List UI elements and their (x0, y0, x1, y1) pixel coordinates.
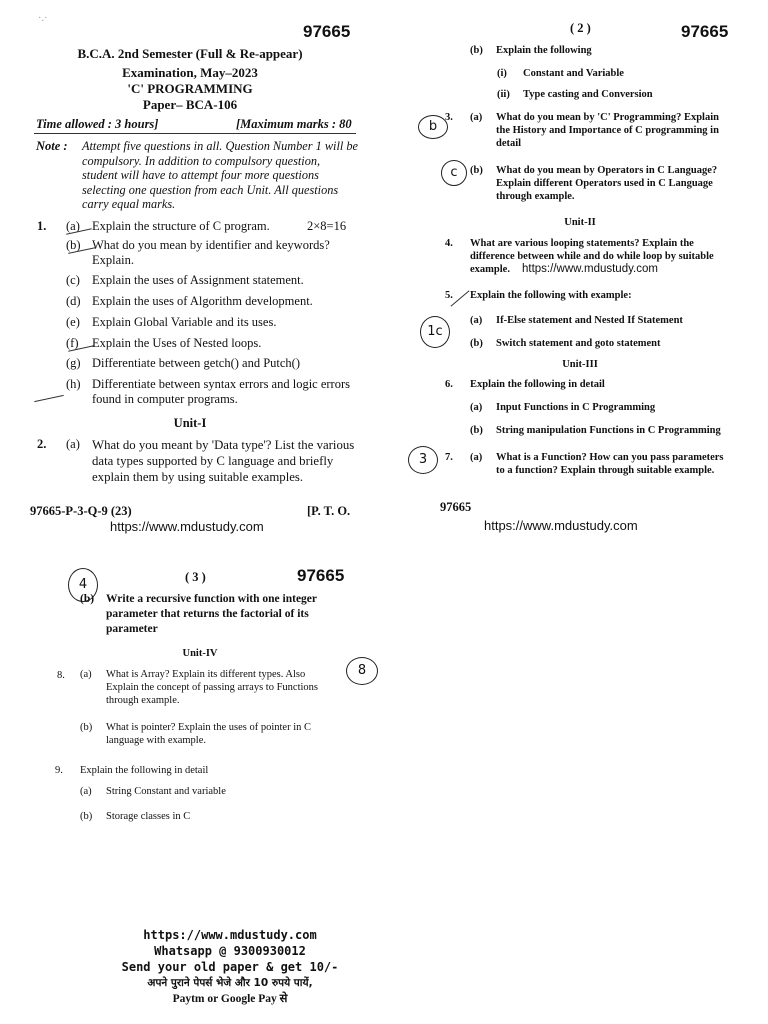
q1-c-text: Explain the uses of Assignment statement. (92, 273, 304, 287)
q1-b-text: What do you mean by identifier and keywords? Explain. (92, 238, 330, 267)
q6-b-label: (b) (470, 425, 483, 436)
q2-b-i (497, 67, 747, 80)
q7-a-label: (a) (470, 452, 483, 463)
q2-b-i-text: Constant and Variable (523, 68, 624, 79)
q7-a (470, 451, 725, 477)
q2-b-text: Explain the following (496, 45, 592, 56)
promo-url[interactable]: https://www.mdustudy.com (143, 928, 317, 942)
q1-f-text: Explain the Uses of Nested loops. (92, 336, 262, 350)
page-3-label: ( 3 ) (185, 570, 206, 584)
paper-code: 97665 (303, 22, 351, 41)
q1-item (66, 219, 356, 234)
q2-b-label: (b) (470, 45, 483, 56)
course-title: B.C.A. 2nd Semester (Full & Re-appear) (77, 46, 303, 61)
q1-e-text: Explain Global Variable and its uses. (92, 315, 277, 329)
header-rule (34, 133, 356, 134)
q8-a-text: What is Array? Explain its different types. Also Explain the concept of passing arrays to Functions through example. (106, 669, 318, 706)
footer-code: 97665-P-3-Q-9 (23) (30, 504, 132, 518)
q6-number: 6. (445, 379, 453, 390)
q9-b-text: Storage classes in C (106, 811, 191, 822)
exam-title: Examination, May–2023 (122, 65, 258, 80)
q9-a-text: String Constant and variable (106, 786, 226, 797)
q2-a-text: What do you meant by 'Data type'? List the various data types supported by C language and briefly explain them by using suitable examples. (92, 438, 355, 484)
corner-mark: ·.· (38, 13, 48, 24)
q5-a-text: If-Else statement and Nested If Statement (496, 315, 683, 326)
q9-a-label: (a) (80, 786, 92, 797)
q1-c-label: (c) (66, 273, 80, 287)
q8-number: 8. (57, 670, 65, 681)
q3-number: 3. (445, 112, 453, 123)
q3-b (470, 164, 725, 203)
handwritten-circle: 8 (346, 657, 378, 685)
q8-b (80, 721, 340, 747)
paper-title: Paper– BCA-106 (142, 97, 238, 112)
q1-item (66, 315, 356, 330)
maximum-marks: [Maximum marks : 80 (236, 117, 352, 131)
footer-url[interactable]: https://www.mdustudy.com (110, 519, 264, 534)
q1-a-text: Explain the structure of C program. (92, 219, 270, 233)
pto: [P. T. O. (307, 504, 351, 518)
paper-code: 97665 (297, 566, 345, 585)
q6-b (470, 424, 730, 437)
handwritten-circle: c (441, 160, 467, 186)
handwritten-circle: 1c (420, 316, 450, 348)
q1-item (66, 273, 356, 288)
handwritten-circle: 3 (408, 446, 438, 474)
unit-1-heading: Unit-I (173, 416, 207, 430)
q1-d-text: Explain the uses of Algorithm development. (92, 294, 313, 308)
q1-h-label: (h) (66, 377, 81, 391)
q1-g-label: (g) (66, 356, 81, 370)
q2-b-ii (497, 88, 747, 101)
q5-b-label: (b) (470, 338, 483, 349)
q7-b-text: Write a recursive function with one integer parameter that returns the factorial of its parameter (106, 593, 317, 635)
q4-text: What are various looping statements? Explain the difference between while and do while loop by suitable example. (470, 238, 714, 275)
unit-4-heading: Unit-IV (182, 648, 218, 659)
q1-a-label: (a) (66, 219, 80, 233)
q1-f-label: (f) (66, 336, 79, 350)
q3-a-text: What do you mean by 'C' Programming? Explain the History and Importance of C programming in detail (496, 112, 719, 149)
q5-number: 5. (445, 290, 453, 301)
q1-marks: 2×8=16 (307, 219, 347, 233)
promo-payment: Paytm or Google Pay से (172, 993, 288, 1005)
page-2-label: ( 2 ) (570, 21, 591, 35)
q5-text: Explain the following with example: (470, 290, 632, 301)
q5-b-text: Switch statement and goto statement (496, 338, 661, 349)
q2-number: 2. (37, 437, 47, 451)
note-text: Attempt five questions in all. Question Number 1 will be compulsory. In addition to compulsory question, student will have to attempt four more questions selecting one question from each Unit. All questions carry equal marks. (82, 139, 358, 212)
handwritten-circle: 4 (68, 568, 98, 602)
q6-b-text: String manipulation Functions in C Programming (496, 425, 721, 436)
note-label: Note : (36, 139, 68, 153)
q3-b-label: (b) (470, 165, 483, 176)
q1-d-label: (d) (66, 294, 81, 308)
q2-a (66, 437, 356, 485)
unit-2-heading: Unit-II (564, 217, 596, 228)
q9-b (80, 810, 330, 823)
q1-item (66, 294, 356, 309)
page-3 (0, 555, 370, 845)
q9-b-label: (b) (80, 811, 93, 822)
q5-b (470, 337, 730, 350)
q1-item (66, 238, 356, 268)
inline-url[interactable]: https://www.mdustudy.com (522, 263, 658, 275)
q6-text: Explain the following in detail (470, 379, 605, 390)
promo-block (60, 927, 400, 1007)
q1-item (66, 336, 356, 351)
time-allowed: Time allowed : 3 hours] (36, 117, 159, 131)
q6-a (470, 401, 730, 414)
q2-b (470, 44, 750, 57)
q9-text: Explain the following in detail (80, 765, 209, 776)
q9-a (80, 785, 330, 798)
q1-item (66, 377, 356, 407)
promo-offer: Send your old paper & get 10/- (121, 960, 339, 974)
q3-a (470, 111, 725, 150)
q5-a (470, 314, 730, 327)
q7-a-text: What is a Function? How can you pass parameters to a function? Explain through suitable example. (496, 452, 724, 476)
q7-b (80, 592, 340, 637)
q1-number: 1. (37, 219, 47, 233)
q8-b-label: (b) (80, 722, 93, 733)
q1-e-label: (e) (66, 315, 80, 329)
q1-b-label: (b) (66, 238, 81, 252)
promo-whatsapp: Whatsapp @ 9300930012 (154, 944, 306, 958)
handwritten-circle: b (418, 115, 448, 139)
subject-title: 'C' PROGRAMMING (127, 81, 253, 96)
q3-a-label: (a) (470, 112, 483, 123)
q1-h-text: Differentiate between syntax errors and logic errors found in computer programs. (92, 377, 350, 406)
q8-b-text: What is pointer? Explain the uses of pointer in C language with example. (106, 722, 311, 746)
q8-a (80, 668, 340, 707)
q2-b-i-label: (i) (497, 68, 507, 79)
q1-item (66, 356, 356, 371)
q7-number: 7. (445, 452, 453, 463)
q9-number: 9. (55, 765, 63, 776)
paper-code: 97665 (681, 22, 729, 41)
q6-a-text: Input Functions in C Programming (496, 402, 656, 413)
promo-hindi: अपने पुराने पेपर्स भेजे और 10 रुपये पायें, (147, 977, 313, 989)
footer-code: 97665 (440, 500, 472, 514)
q4-number: 4. (445, 238, 453, 249)
footer-url[interactable]: https://www.mdustudy.com (484, 518, 638, 533)
q1-g-text: Differentiate between getch() and Putch() (92, 356, 301, 370)
q2-b-ii-label: (ii) (497, 89, 510, 100)
q8-a-label: (a) (80, 669, 92, 680)
q7-b-label: (b) (80, 593, 95, 605)
page-1 (0, 0, 370, 540)
unit-3-heading: Unit-III (562, 359, 598, 370)
q3-b-text: What do you mean by Operators in C Language? Explain different Operators used in C Language through example. (496, 165, 718, 202)
q2-a-label: (a) (66, 437, 80, 451)
q2-b-ii-text: Type casting and Conversion (523, 89, 653, 100)
q6-a-label: (a) (470, 402, 483, 413)
q5-a-label: (a) (470, 315, 483, 326)
page-2 (400, 0, 768, 540)
